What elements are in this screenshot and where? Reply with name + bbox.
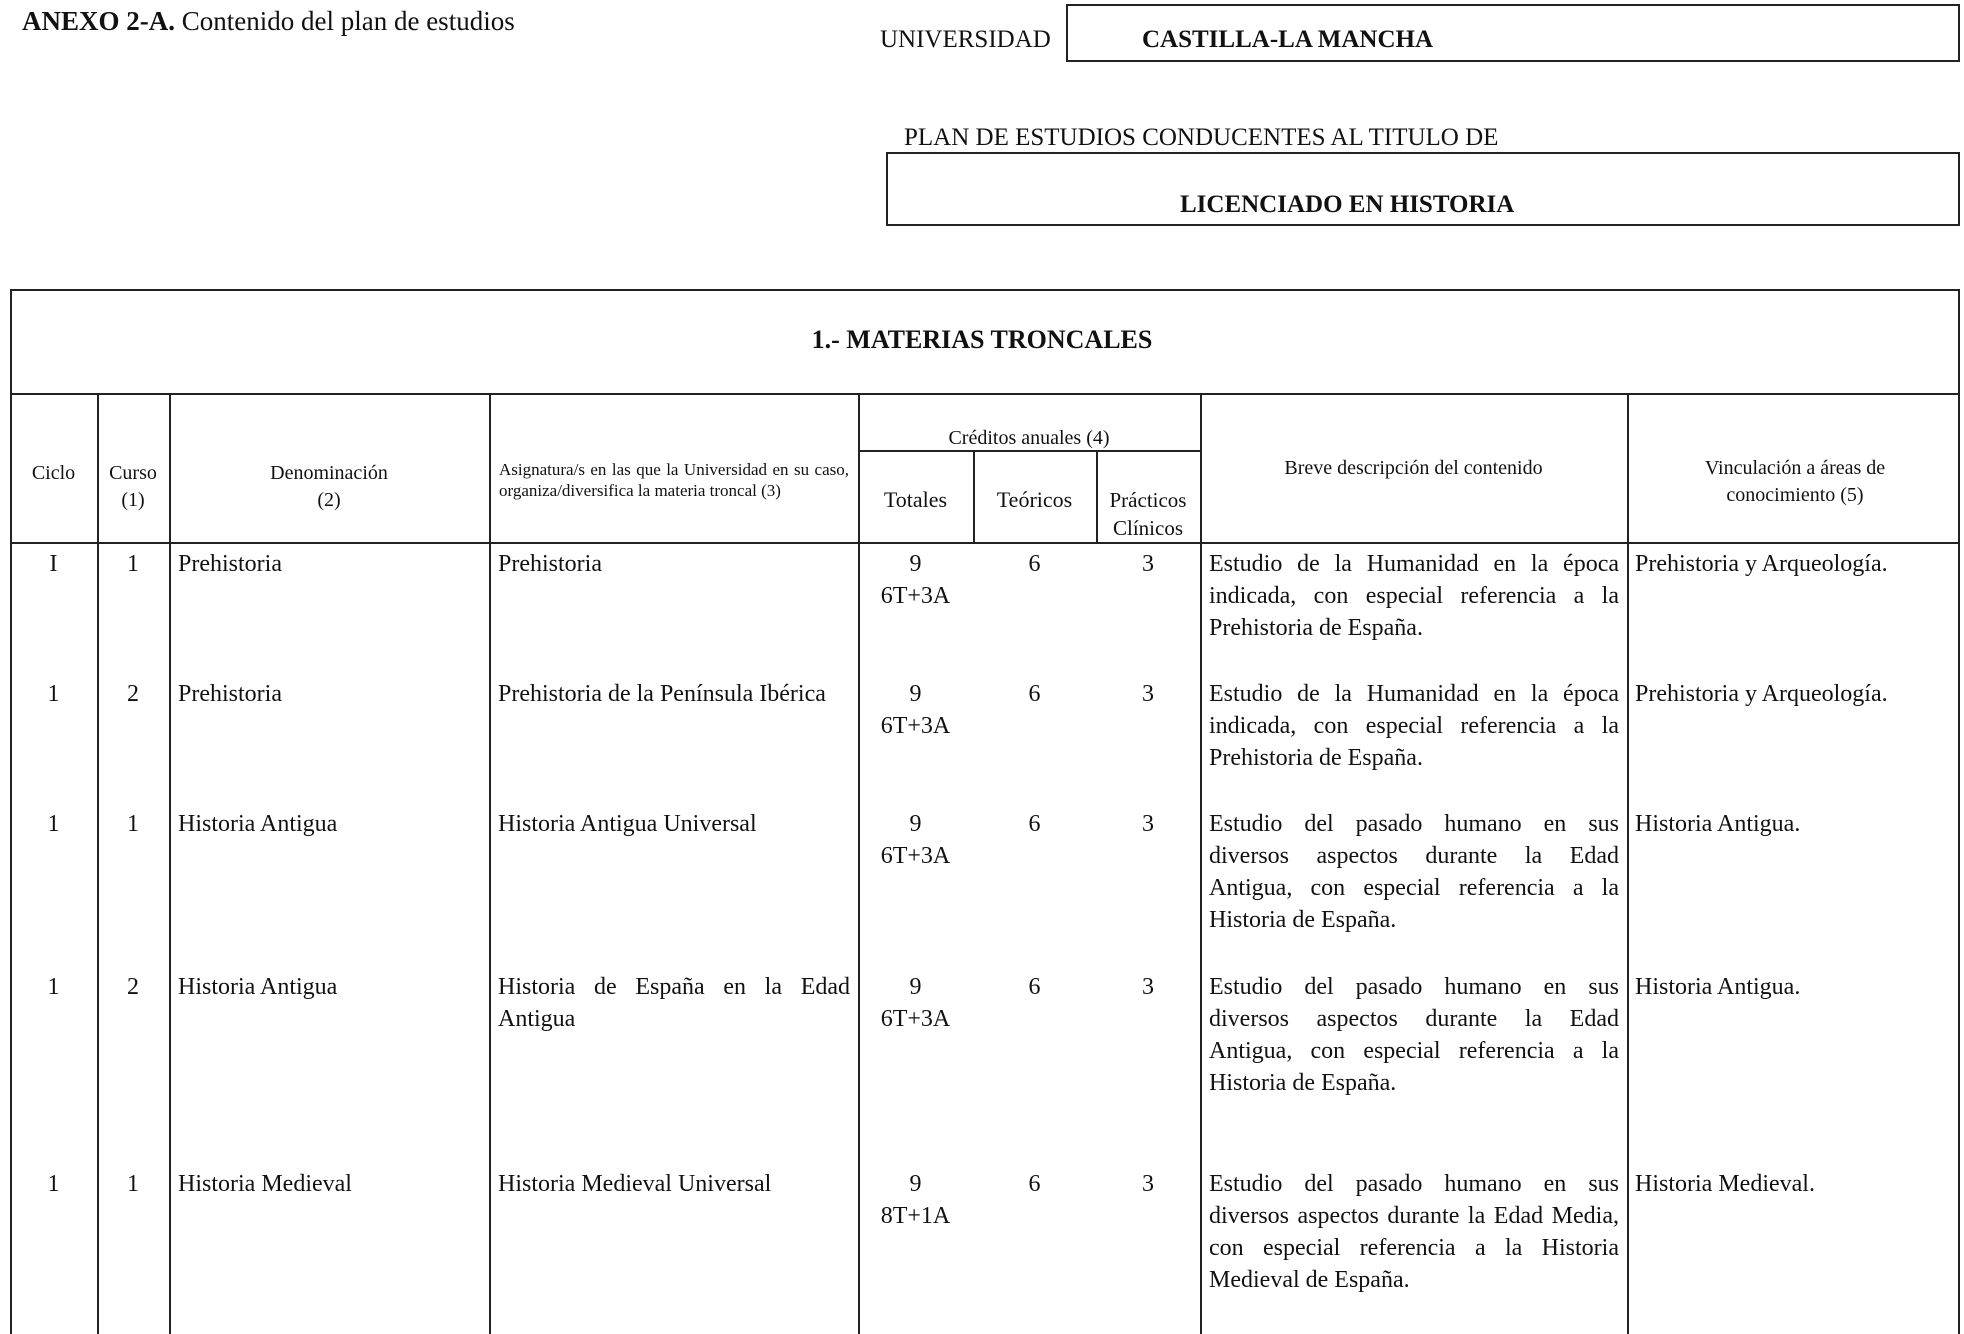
header-curso-label: Curso — [109, 462, 157, 484]
cell-curso: 2 — [127, 681, 139, 707]
cell-ciclo: 1 — [47, 1171, 60, 1197]
cell-ciclo: 1 — [47, 811, 60, 837]
header-curso-note: (1) — [121, 489, 145, 511]
cell-totales-breakdown: 6T+3A — [880, 843, 951, 869]
university-label: UNIVERSIDAD — [880, 26, 1051, 53]
header-asignatura: Asignatura/s en las que la Universidad en su caso, organiza/diversifica la materia troncal (3) — [499, 460, 849, 500]
cell-area: Historia Medieval. — [1635, 1171, 1815, 1197]
cell-totales-value: 9 — [909, 974, 922, 1000]
header-denominacion-note: (2) — [317, 489, 341, 511]
cell-curso: 1 — [127, 811, 139, 837]
cell-area: Historia Antigua. — [1635, 811, 1801, 837]
annex-number: ANEXO 2-A. — [22, 6, 175, 36]
cell-teoricos: 6 — [1028, 811, 1041, 837]
cell-practicos: 3 — [1142, 551, 1154, 577]
cell-denominacion: Prehistoria — [178, 681, 282, 707]
cell-area: Prehistoria y Arqueología. — [1635, 551, 1888, 577]
cell-totales — [860, 1168, 971, 1232]
section-divider — [10, 393, 1960, 395]
cell-denominacion: Historia Antigua — [178, 974, 338, 1000]
cell-curso: 1 — [127, 551, 139, 577]
cell-area: Prehistoria y Arqueología. — [1635, 681, 1888, 707]
cell-ciclo: I — [49, 551, 58, 577]
cell-totales — [860, 808, 971, 872]
cell-teoricos: 6 — [1028, 551, 1041, 577]
header-totales: Totales — [883, 487, 948, 512]
cell-ciclo: 1 — [47, 974, 60, 1000]
cell-descripcion: Estudio de la Humanidad en la época indicada, con especial referencia a la Prehistoria de España. — [1209, 551, 1619, 641]
cell-totales — [860, 548, 971, 612]
cell-practicos: 3 — [1142, 974, 1154, 1000]
header-creditos: Créditos anuales (4) — [948, 427, 1110, 449]
cell-ciclo: 1 — [47, 681, 60, 707]
cell-totales-breakdown: 8T+1A — [880, 1203, 951, 1229]
cell-curso: 2 — [127, 974, 139, 1000]
cell-totales-breakdown: 6T+3A — [880, 713, 951, 739]
header-divider — [10, 542, 1960, 544]
header-ciclo: Ciclo — [31, 462, 76, 484]
cell-teoricos: 6 — [1028, 1171, 1041, 1197]
cell-totales — [860, 971, 971, 1035]
cell-practicos: 3 — [1142, 1171, 1154, 1197]
plan-label: PLAN DE ESTUDIOS CONDUCENTES AL TITULO DE — [904, 124, 1499, 151]
cell-descripcion: Estudio de la Humanidad en la época indicada, con especial referencia a la Prehistoria de España. — [1209, 681, 1619, 771]
cell-totales-breakdown: 6T+3A — [880, 1006, 951, 1032]
cell-denominacion: Prehistoria — [178, 551, 282, 577]
cell-denominacion: Historia Antigua — [178, 811, 338, 837]
cell-totales-value: 9 — [909, 811, 922, 837]
header-denominacion-label: Denominación — [270, 462, 388, 484]
cell-totales — [860, 678, 971, 742]
cell-descripcion: Estudio del pasado humano en sus diversos aspectos durante la Edad Media, con especial referencia a la Historia Medieval de España. — [1209, 1171, 1619, 1293]
cell-practicos: 3 — [1142, 681, 1154, 707]
cell-totales-value: 9 — [909, 551, 922, 577]
annex-heading — [22, 6, 515, 37]
cell-curso: 1 — [127, 1171, 139, 1197]
col-divider-teoricos — [1096, 452, 1098, 542]
degree-value: LICENCIADO EN HISTORIA — [1180, 191, 1515, 218]
cell-asignatura: Prehistoria — [498, 551, 602, 577]
cell-totales-value: 9 — [909, 681, 922, 707]
university-value: CASTILLA-LA MANCHA — [1142, 26, 1434, 53]
header-descripcion: Breve descripción del contenido — [1284, 457, 1543, 479]
header-teoricos: Teóricos — [996, 487, 1073, 512]
header-vinculacion: Vinculación a áreas de conocimiento (5) — [1704, 457, 1886, 506]
col-divider-creditos — [1200, 395, 1202, 1334]
header-practicos: Prácticos Clínicos — [1109, 488, 1187, 540]
header-denominacion — [171, 460, 487, 514]
cell-totales-breakdown: 6T+3A — [880, 583, 951, 609]
cell-teoricos: 6 — [1028, 681, 1041, 707]
cell-asignatura: Prehistoria de la Península Ibérica — [498, 681, 826, 707]
col-divider-denominacion — [489, 395, 491, 1334]
section-title: 1.- MATERIAS TRONCALES — [811, 325, 1153, 354]
cell-asignatura: Historia Antigua Universal — [498, 811, 757, 837]
cell-denominacion: Historia Medieval — [178, 1171, 352, 1197]
col-divider-curso — [169, 395, 171, 1334]
cell-practicos: 3 — [1142, 811, 1154, 837]
cell-teoricos: 6 — [1028, 974, 1041, 1000]
col-divider-descripcion — [1627, 395, 1629, 1334]
cell-asignatura: Historia Medieval Universal — [498, 1171, 772, 1197]
cell-descripcion: Estudio del pasado humano en sus diversos aspectos durante la Edad Antigua, con especial referencia a la Historia de España. — [1209, 811, 1619, 933]
header-curso — [99, 460, 167, 514]
cell-asignatura: Historia de España en la Edad Antigua — [498, 974, 850, 1032]
cell-totales-value: 9 — [909, 1171, 922, 1197]
cell-area: Historia Antigua. — [1635, 974, 1801, 1000]
cell-descripcion: Estudio del pasado humano en sus diversos aspectos durante la Edad Antigua, con especial referencia a la Historia de España. — [1209, 974, 1619, 1096]
annex-text: Contenido del plan de estudios — [175, 6, 515, 36]
